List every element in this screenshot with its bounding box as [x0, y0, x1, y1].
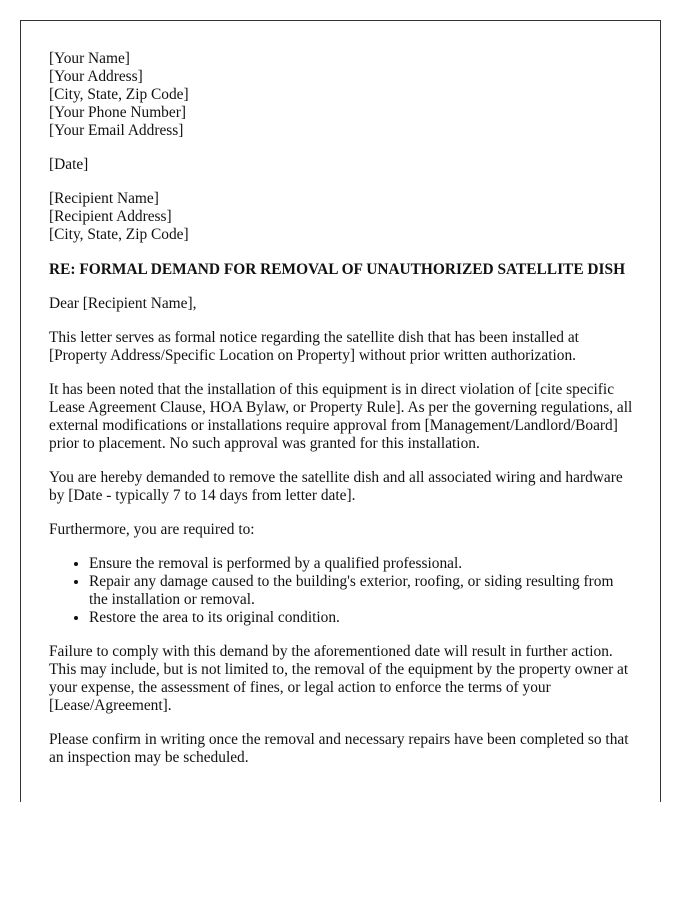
subject-line: RE: FORMAL DEMAND FOR REMOVAL OF UNAUTHORIZED SATELLITE DISH [49, 261, 626, 278]
requirement-item: • Restore the area to its original condition. [89, 609, 634, 627]
paragraph-demand: You are hereby demanded to remove the satellite dish and all associated wiring and hardware by [Date - typically 7 to 14 days from letter date]. [49, 469, 623, 504]
requirement-item: • Repair any damage caused to the building's exterior, roofing, or siding resulting from the installation or removal. [89, 573, 634, 609]
letter-content [49, 50, 634, 783]
paragraph-requirements-intro: Furthermore, you are required to: [49, 521, 255, 538]
date-block [49, 156, 634, 174]
letter-date: [Date] [49, 156, 89, 173]
sender-block [49, 50, 634, 140]
sender-address: [Your Address] [49, 68, 143, 85]
recipient-address: [Recipient Address] [49, 208, 172, 225]
paragraph-notice: This letter serves as formal notice regarding the satellite dish that has been installed at [Property Address/Specific Location on Property] without prior written authorization. [49, 329, 579, 364]
letter-page [20, 20, 661, 802]
requirements-list [49, 555, 634, 627]
recipient-block [49, 190, 634, 244]
paragraph-violation: It has been noted that the installation of this equipment is in direct violation of [cite specific Lease Agreement Clause, HOA Bylaw, or Property Rule]. As per the governing regulations, all external modifications or installations require approval from [Management/Landlord/Board] prior to placement. No such approval was granted for this installation. [49, 381, 633, 452]
sender-city-state-zip: [City, State, Zip Code] [49, 86, 189, 103]
recipient-name: [Recipient Name] [49, 190, 159, 207]
salutation: Dear [Recipient Name], [49, 295, 197, 312]
sender-email: [Your Email Address] [49, 122, 184, 139]
requirement-item: • Ensure the removal is performed by a qualified professional. [89, 555, 634, 573]
paragraph-consequences: Failure to comply with this demand by the aforementioned date will result in further action. This may include, but is not limited to, the removal of the equipment by the property owner at your expense, the assessment of fines, or legal action to enforce the terms of your [Lease/Agreement]. [49, 643, 629, 714]
paragraph-confirmation: Please confirm in writing once the removal and necessary repairs have been completed so that an inspection may be scheduled. [49, 731, 629, 766]
sender-name: [Your Name] [49, 50, 130, 67]
recipient-city-state-zip: [City, State, Zip Code] [49, 226, 189, 243]
sender-phone: [Your Phone Number] [49, 104, 186, 121]
